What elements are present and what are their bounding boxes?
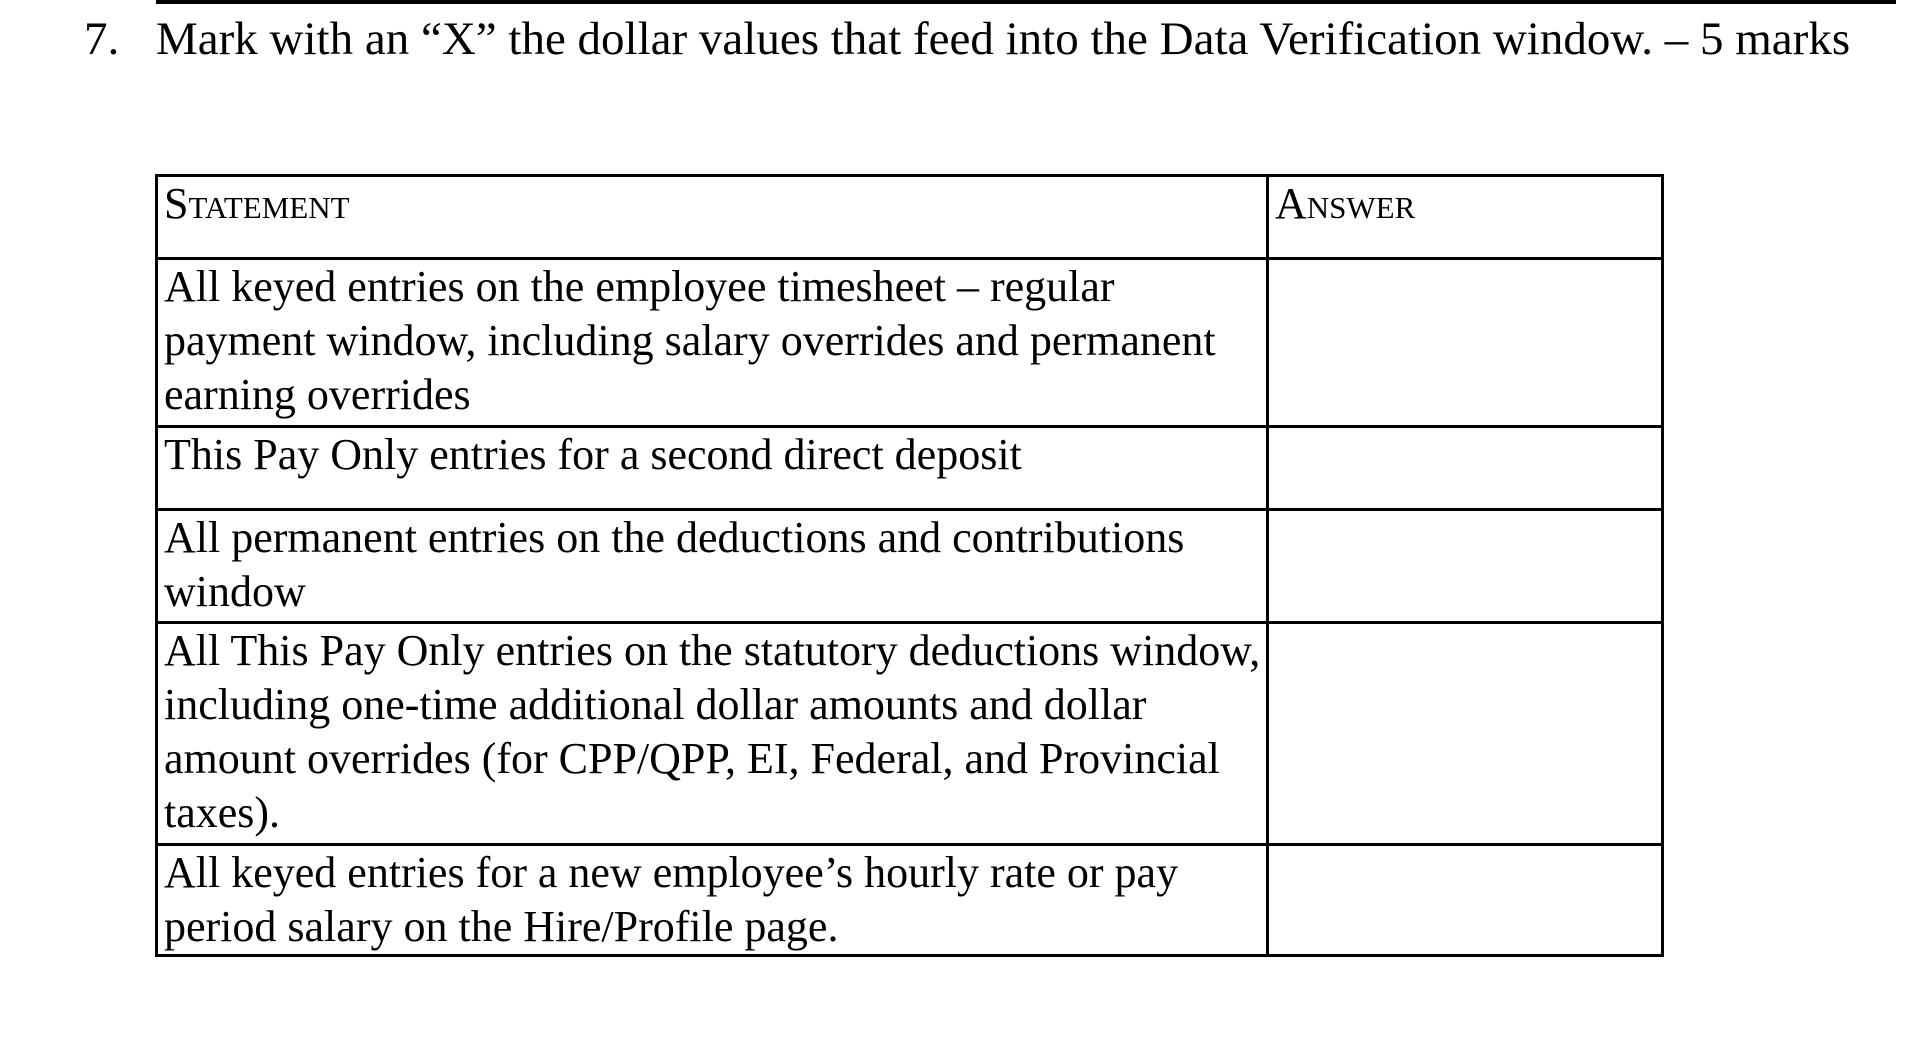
- top-rule: [156, 0, 1896, 4]
- answer-cell[interactable]: [1268, 259, 1663, 427]
- table-header-row: [157, 176, 1663, 259]
- question-text: Mark with an “X” the dollar values that feed into the Data Verification window. – 5 marks: [156, 13, 1851, 65]
- statement-header: Statement: [157, 176, 1268, 259]
- table-row: [157, 259, 1663, 427]
- answer-cell[interactable]: [1268, 845, 1663, 956]
- statement-cell: This Pay Only entries for a second direct deposit: [157, 427, 1268, 510]
- answer-cell[interactable]: [1268, 427, 1663, 510]
- statement-cell: All keyed entries for a new employee’s hourly rate or pay period salary on the Hire/Profile page.: [157, 845, 1268, 956]
- answer-cell[interactable]: [1268, 510, 1663, 623]
- table-row: [157, 510, 1663, 623]
- table-row: [157, 623, 1663, 845]
- question-number: 7.: [84, 13, 120, 65]
- statement-cell: All This Pay Only entries on the statutory deductions window, including one-time additional dollar amounts and dollar amount overrides (for CPP/QPP, EI, Federal, and Provincial taxes).: [157, 623, 1268, 845]
- question: [84, 12, 1884, 66]
- table-row: [157, 845, 1663, 956]
- statement-cell: All permanent entries on the deductions and contributions window: [157, 510, 1268, 623]
- answer-cell[interactable]: [1268, 623, 1663, 845]
- table-row: [157, 427, 1663, 510]
- statement-cell: All keyed entries on the employee timesheet – regular payment window, including salary overrides and permanent earning overrides: [157, 259, 1268, 427]
- answer-header: Answer: [1268, 176, 1663, 259]
- statement-table: [155, 174, 1664, 957]
